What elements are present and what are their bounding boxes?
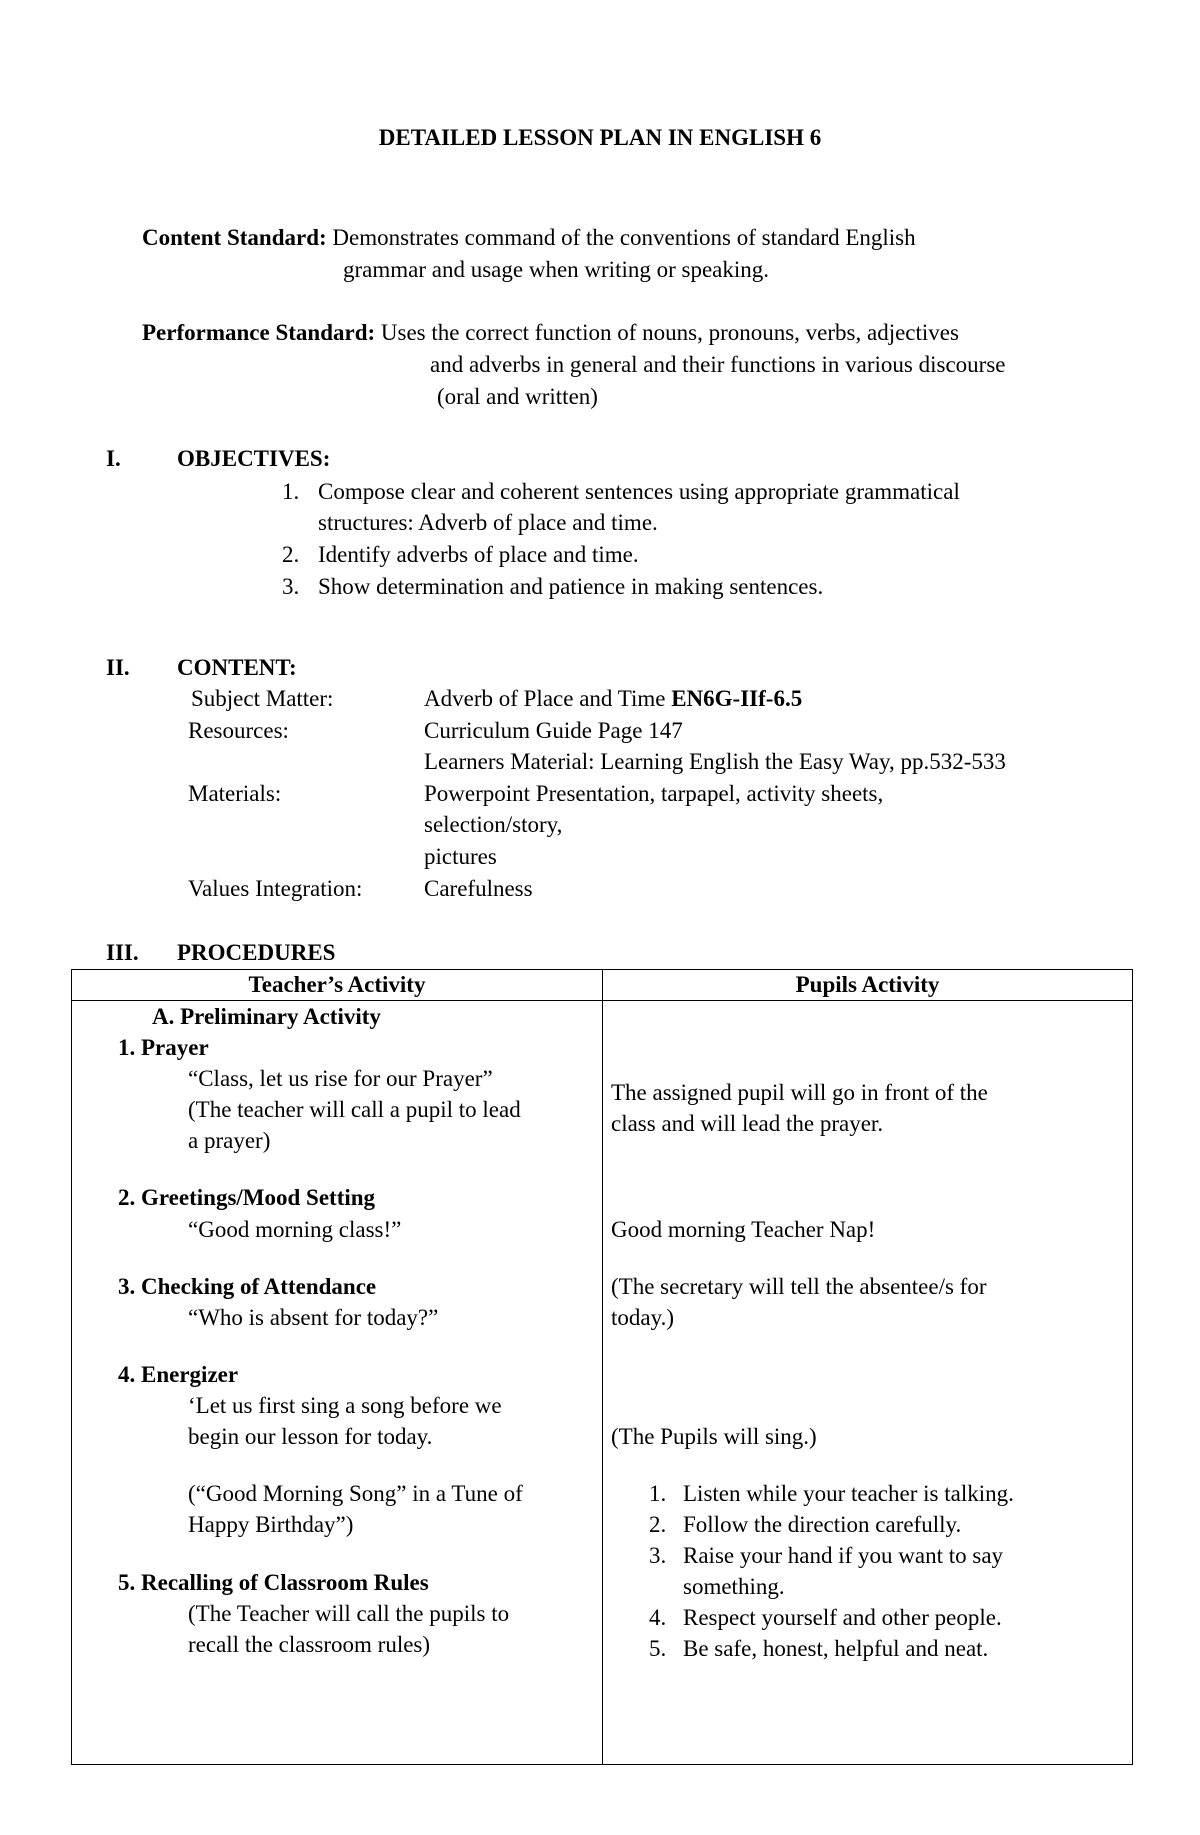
objective-1-line2: structures: Adverb of place and time.: [318, 510, 658, 535]
energizer-title: 4. Energizer: [118, 1362, 239, 1387]
attendance-line-1: “Who is absent for today?”: [188, 1305, 439, 1330]
prayer-title: 1. Prayer: [118, 1035, 209, 1060]
materials-label: Materials:: [188, 781, 282, 806]
materials-value-1: Powerpoint Presentation, tarpapel, activity sheets,: [424, 781, 884, 806]
content-heading: CONTENT:: [177, 655, 297, 680]
content-standard-line1: [142, 222, 916, 253]
materials-value-2: selection/story,: [424, 812, 563, 837]
rule-5-text: Be safe, honest, helpful and neat.: [683, 1636, 989, 1661]
subject-matter-value: [424, 683, 802, 714]
energizer-line-3: (“Good Morning Song” in a Tune of: [188, 1481, 523, 1506]
greetings-line-1: “Good morning class!”: [188, 1217, 402, 1242]
performance-standard-line1: [142, 317, 959, 348]
pupils-activity-cell: [603, 1001, 1133, 1765]
preliminary-activity-heading: A. Preliminary Activity: [152, 1004, 381, 1029]
subject-matter-label: Subject Matter:: [191, 686, 334, 711]
resources-label: Resources:: [188, 718, 289, 743]
greetings-title: 2. Greetings/Mood Setting: [118, 1185, 376, 1210]
pupils-activity-header: Pupils Activity: [603, 970, 1133, 1001]
teacher-activity-header: Teacher’s Activity: [72, 970, 603, 1001]
performance-standard-line2: and adverbs in general and their functions in various discourse: [430, 352, 1006, 377]
document-title: DETAILED LESSON PLAN IN ENGLISH 6: [378, 125, 822, 150]
procedures-numeral: III.: [106, 940, 139, 965]
objectives-numeral: I.: [106, 446, 121, 471]
pupils-sing: (The Pupils will sing.): [611, 1424, 817, 1449]
pupils-attendance-line-1: (The secretary will tell the absentee/s for: [611, 1274, 987, 1299]
subject-matter-text: Adverb of Place and Time: [424, 686, 666, 711]
rule-3-text-line2: something.: [683, 1574, 785, 1599]
objective-1-line1: Compose clear and coherent sentences using appropriate grammatical: [318, 479, 960, 504]
content-standard-text: Demonstrates command of the conventions of standard English: [332, 225, 916, 250]
prayer-line-2: (The teacher will call a pupil to lead: [188, 1097, 521, 1122]
performance-standard-label: Performance Standard:: [142, 320, 376, 345]
rule-2-number: 2.: [649, 1512, 667, 1537]
rule-4-number: 4.: [649, 1605, 667, 1630]
procedures-heading: PROCEDURES: [177, 940, 336, 965]
classroom-rules-title: 5. Recalling of Classroom Rules: [118, 1570, 429, 1595]
prayer-line-3: a prayer): [188, 1128, 271, 1153]
rule-4-text: Respect yourself and other people.: [683, 1605, 1002, 1630]
performance-standard-text: Uses the correct function of nouns, pronouns, verbs, adjectives: [380, 320, 959, 345]
energizer-line-4: Happy Birthday”): [188, 1512, 354, 1537]
rule-3-number: 3.: [649, 1543, 667, 1568]
performance-standard-line3: (oral and written): [437, 384, 598, 409]
content-numeral: II.: [106, 655, 130, 680]
objective-3-number: 3.: [282, 574, 300, 599]
pupils-attendance-line-2: today.): [611, 1305, 675, 1330]
energizer-line-1: ‘Let us first sing a song before we: [188, 1393, 502, 1418]
values-integration-value: Carefulness: [424, 876, 533, 901]
teacher-activity-cell: [72, 1001, 603, 1765]
objective-1-number: 1.: [282, 479, 300, 504]
rule-5-number: 5.: [649, 1636, 667, 1661]
prayer-line-1: “Class, let us rise for our Prayer”: [188, 1066, 493, 1091]
rule-1-number: 1.: [649, 1481, 667, 1506]
pupils-greeting: Good morning Teacher Nap!: [611, 1217, 876, 1242]
procedures-table: [71, 969, 1133, 1765]
resources-value-2: Learners Material: Learning English the Easy Way, pp.532-533: [424, 749, 1006, 774]
objective-2-line1: Identify adverbs of place and time.: [318, 542, 639, 567]
energizer-line-2: begin our lesson for today.: [188, 1424, 433, 1449]
classroom-rules-line-2: recall the classroom rules): [188, 1632, 431, 1657]
subject-matter-code: EN6G-IIf-6.5: [671, 686, 803, 711]
rule-2-text: Follow the direction carefully.: [683, 1512, 962, 1537]
objective-3-line1: Show determination and patience in making sentences.: [318, 574, 824, 599]
resources-value-1: Curriculum Guide Page 147: [424, 718, 683, 743]
materials-value-3: pictures: [424, 844, 497, 869]
pupils-prayer-line-2: class and will lead the prayer.: [611, 1111, 884, 1136]
content-standard-label: Content Standard:: [142, 225, 327, 250]
objective-2-number: 2.: [282, 542, 300, 567]
objectives-heading: OBJECTIVES:: [177, 446, 331, 471]
values-integration-label: Values Integration:: [188, 876, 363, 901]
rule-1-text: Listen while your teacher is talking.: [683, 1481, 1014, 1506]
pupils-prayer-line-1: The assigned pupil will go in front of the: [611, 1080, 988, 1105]
rule-3-text-line1: Raise your hand if you want to say: [683, 1543, 1004, 1568]
classroom-rules-line-1: (The Teacher will call the pupils to: [188, 1601, 510, 1626]
content-standard-line2: grammar and usage when writing or speaking.: [343, 257, 770, 282]
attendance-title: 3. Checking of Attendance: [118, 1274, 377, 1299]
